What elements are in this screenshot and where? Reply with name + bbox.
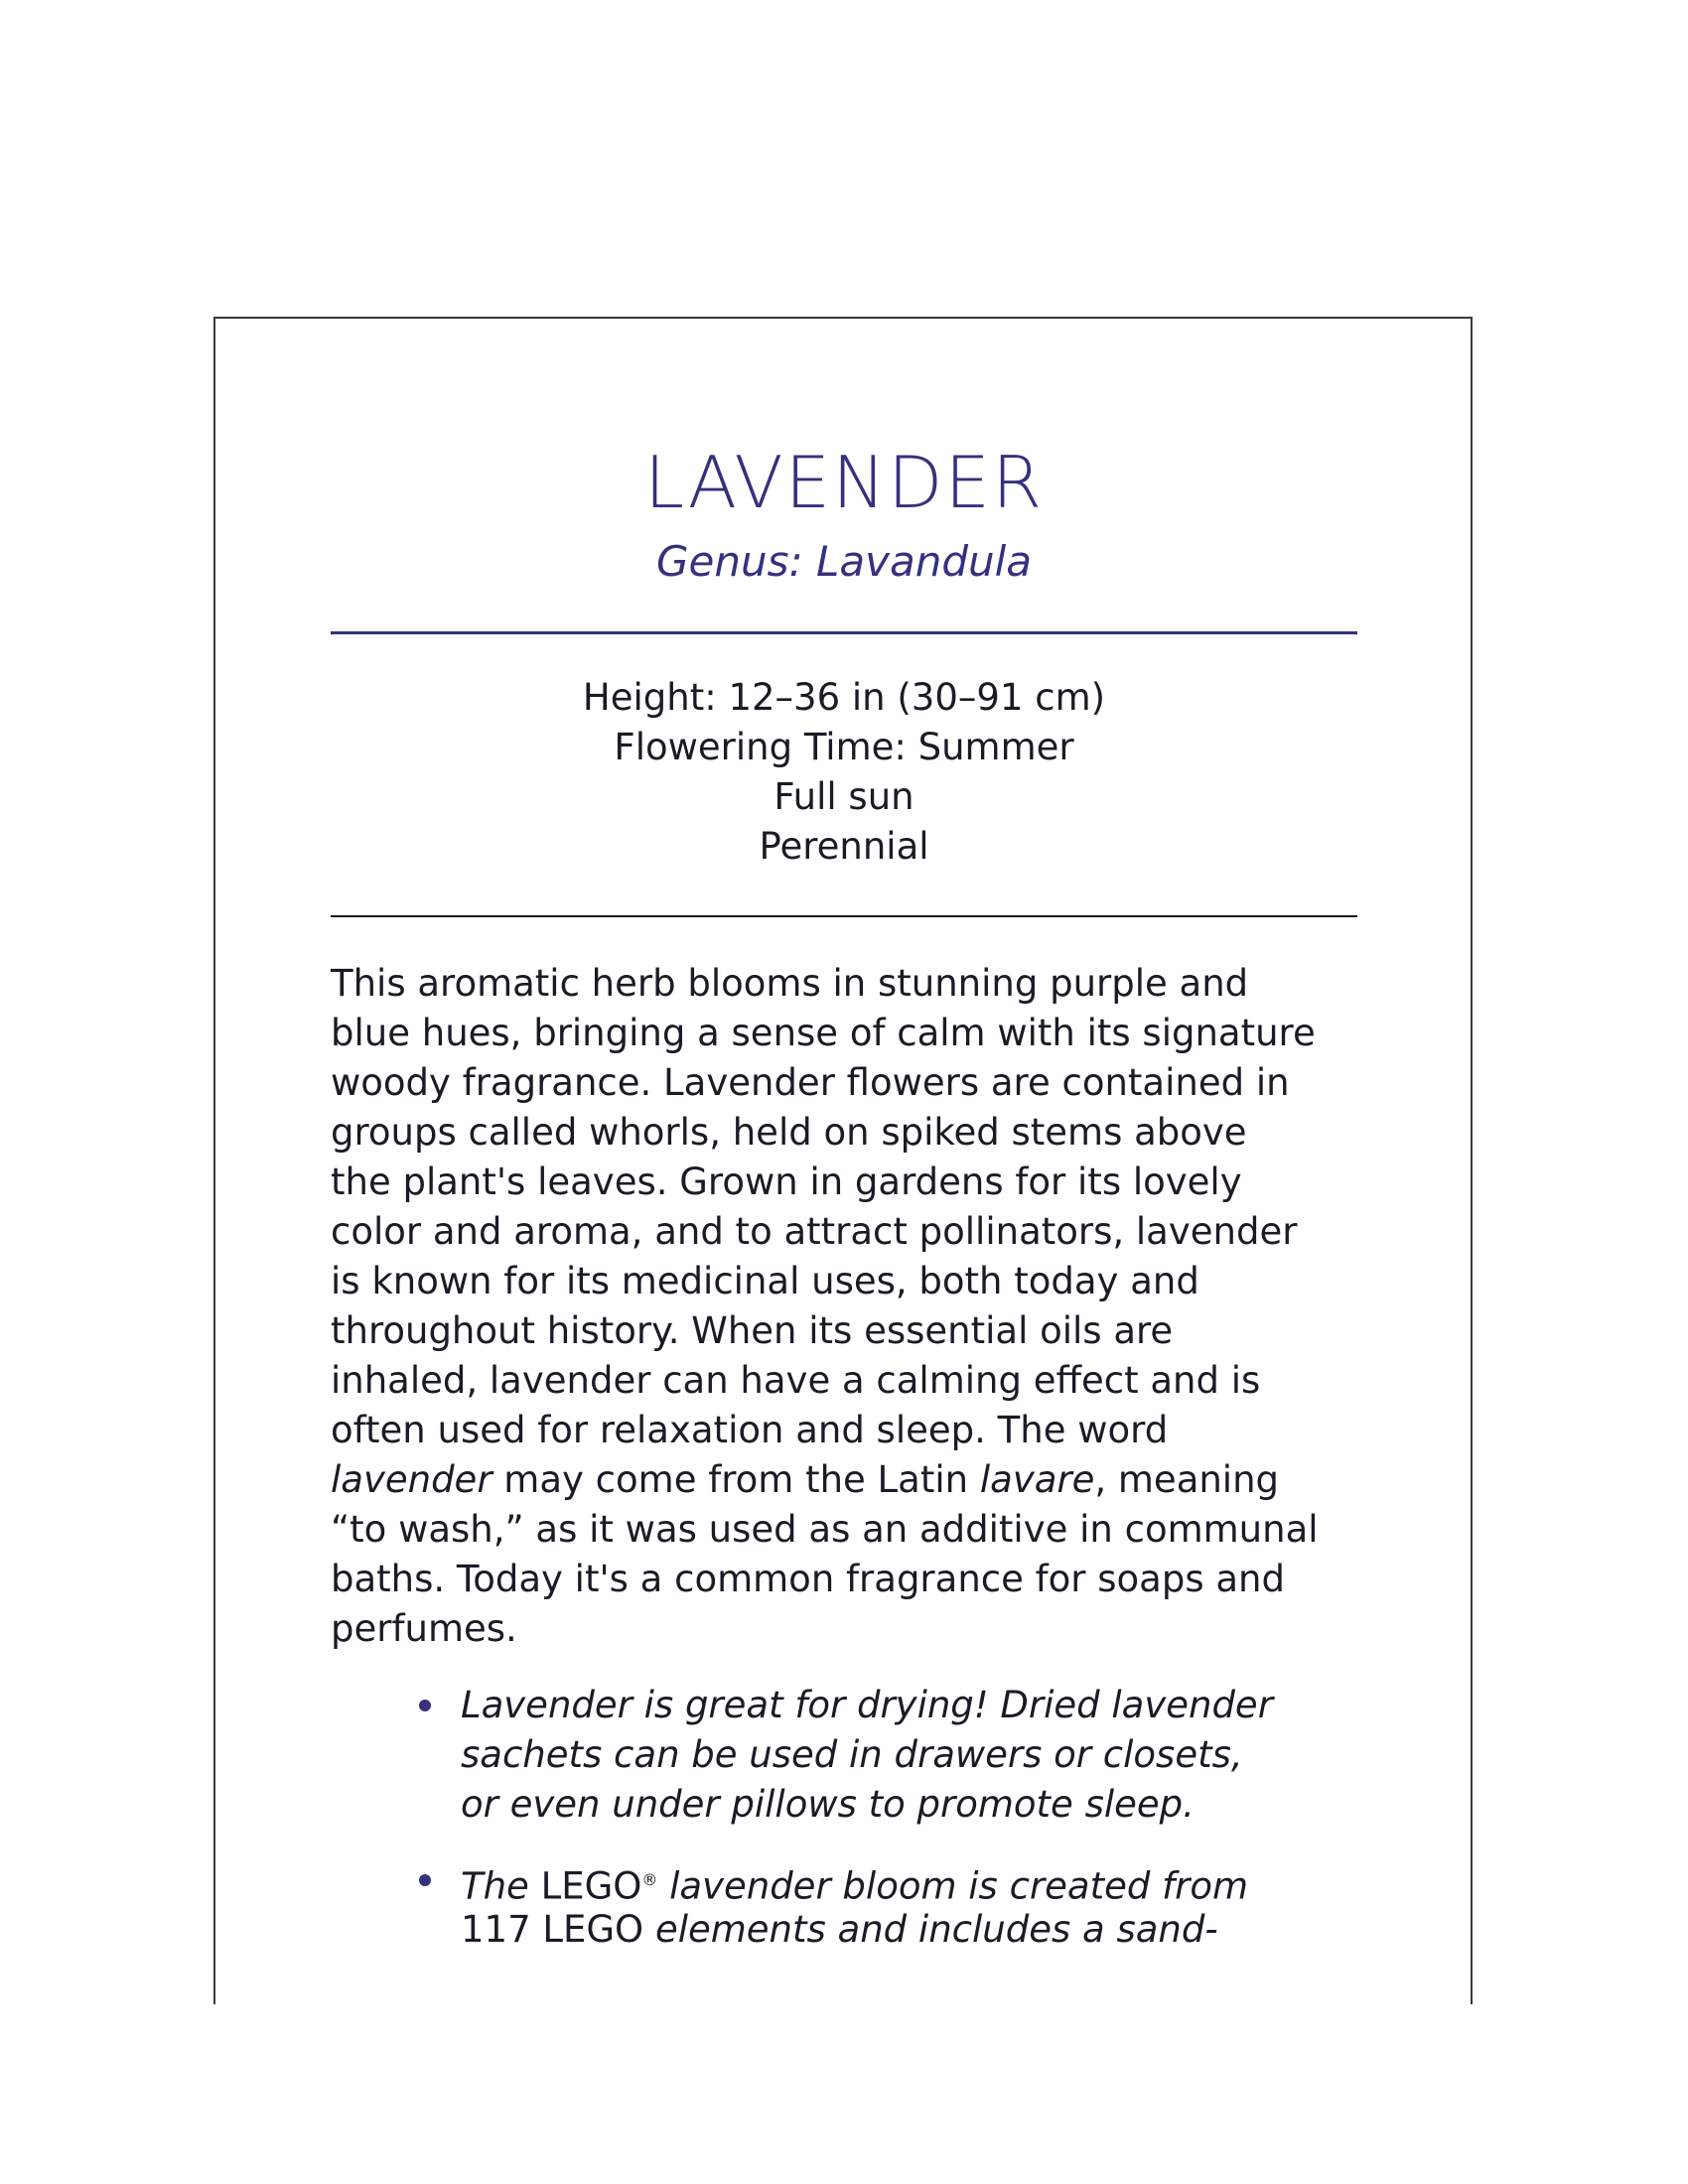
tip-text: The	[461, 1864, 541, 1908]
tip-lego	[417, 1855, 1311, 1955]
plant-facts	[0, 673, 1688, 872]
plant-title: LAVENDER	[644, 441, 1044, 524]
description-line-etymology	[331, 1455, 1363, 1505]
etymology-text-2: , meaning	[1094, 1458, 1280, 1501]
description-line: perfumes.	[331, 1607, 517, 1650]
tip-line: or even under pillows to promote sleep.	[461, 1783, 1195, 1826]
tip-drying	[417, 1681, 1311, 1830]
bullet-dot-icon	[419, 1700, 431, 1711]
genus-subtitle: Genus: Lavandula	[655, 537, 1033, 586]
description-line: throughout history. When its essential oils are	[331, 1309, 1174, 1352]
fact-height: Height: 12–36 in (30–91 cm)	[582, 676, 1106, 719]
tips-list	[417, 1681, 1311, 1980]
bullet-dot-icon	[419, 1874, 431, 1886]
description-line: blue hues, bringing a sense of calm with its signature	[331, 1012, 1316, 1054]
fact-flowering-time: Flowering Time: Summer	[614, 726, 1074, 768]
description-line: is known for its medicinal uses, both today and	[331, 1260, 1199, 1302]
registered-mark: ®	[641, 1870, 658, 1889]
tip-text: elements and includes a sand-	[643, 1908, 1218, 1951]
divider-bottom	[331, 915, 1357, 917]
divider-top	[331, 631, 1357, 634]
word-lavender: lavender	[331, 1458, 492, 1501]
tip-text: lavender bloom is created from	[657, 1864, 1249, 1908]
element-count: 117	[461, 1908, 531, 1951]
description-paragraph	[331, 959, 1363, 1654]
word-lavare: lavare	[979, 1458, 1095, 1501]
description-line: “to wash,” as it was used as an additive in communal	[331, 1508, 1319, 1551]
description-line: the plant's leaves. Grown in gardens for its lovely	[331, 1160, 1242, 1203]
description-line: inhaled, lavender can have a calming effect and is	[331, 1359, 1261, 1402]
description-line: color and aroma, and to attract pollinators, lavender	[331, 1210, 1298, 1253]
tip-line: Lavender is great for drying! Dried lavender	[461, 1684, 1273, 1726]
description-line: This aromatic herb blooms in stunning purple and	[331, 962, 1249, 1005]
lego-brand: LEGO	[530, 1908, 644, 1951]
description-line: woody fragrance. Lavender flowers are contained in	[331, 1061, 1290, 1104]
fact-sun: Full sun	[774, 775, 914, 818]
tip-line	[461, 1855, 1311, 1908]
description-line: groups called whorls, held on spiked stems above	[331, 1111, 1247, 1154]
tip-line: sachets can be used in drawers or closets,	[461, 1733, 1243, 1776]
tip-line	[461, 1905, 1311, 1955]
description-line: baths. Today it's a common fragrance for soaps and	[331, 1558, 1285, 1600]
fact-lifecycle: Perennial	[759, 825, 929, 868]
description-line: often used for relaxation and sleep. The word	[331, 1409, 1169, 1451]
etymology-text-1: may come from the Latin	[492, 1458, 980, 1501]
lego-brand: LEGO	[540, 1864, 642, 1908]
